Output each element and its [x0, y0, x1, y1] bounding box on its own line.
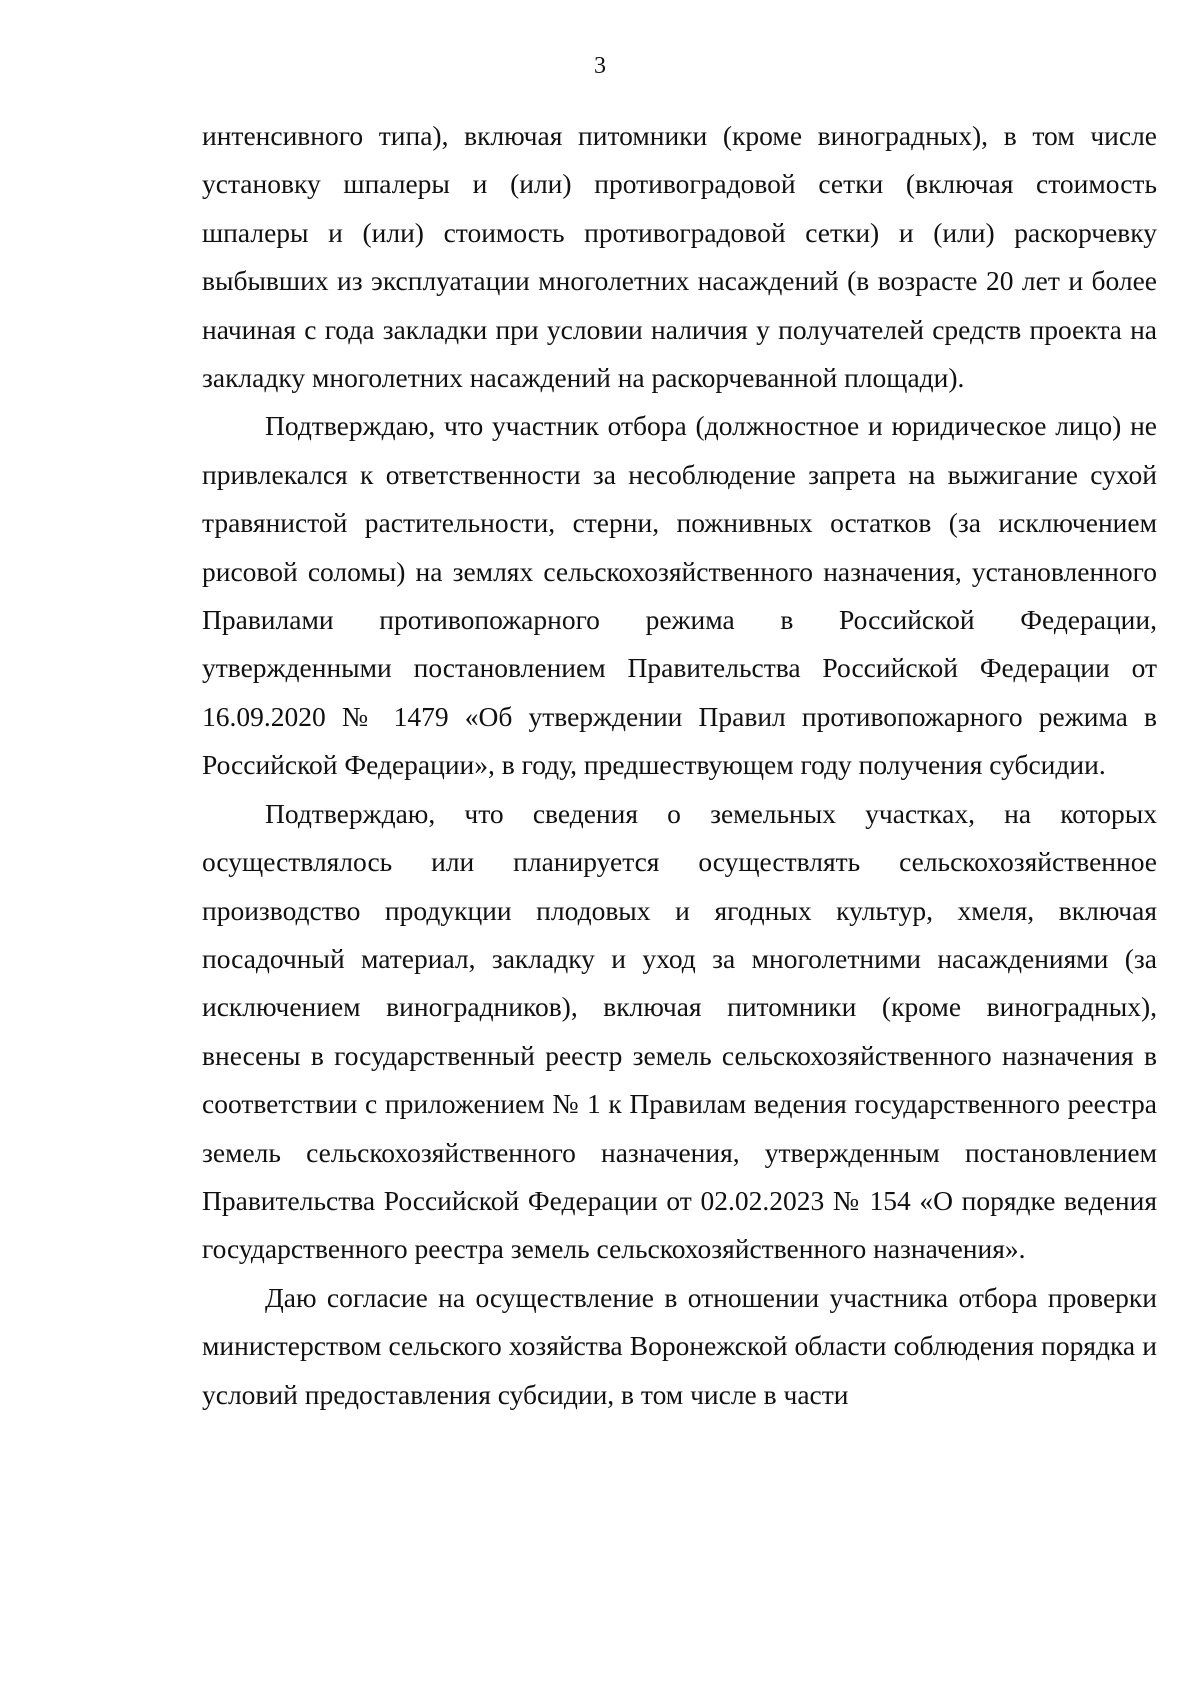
- paragraph-land-registry-confirmation: Подтверждаю, что сведения о земельных участках, на которых осуществлялось или планируется осуществлять сельскохозяйственное производство продукции плодовых и ягодных культур, хмеля, включая посадочный материал, закладку и уход за многолетними насаждениями (за исключением виноградников), включая питомники (кроме виноградных), внесены в государственный реестр земель сельскохозяйственного назначения в соответствии с приложением № 1 к Правилам ведения государственного реестра земель сельскохозяйственного назначения, утвержденным постановлением Правительства Российской Федерации от 02.02.2023 № 154 «О порядке ведения государственного реестра земель сельскохозяйственного назначения».: [202, 797, 1157, 1265]
- paragraph-continuation: интенсивного типа), включая питомники (кроме виноградных), в том числе установку шпалеры и (или) противоградовой сетки (включая стоимость шпалеры и (или) стоимость противоградовой сетки) и (или) раскорчевку выбывших из эксплуатации многолетних насаждений (в возрасте 20 лет и более начиная с года закладки при условии наличия у получателей средств проекта на закладку многолетних насаждений на раскорчеванной площади).: [202, 120, 1157, 394]
- document-body: [202, 112, 1157, 1419]
- paragraph-fire-regime-confirmation: Подтверждаю, что участник отбора (должностное и юридическое лицо) не привлекался к ответственности за несоблюдение запрета на выжигание сухой травянистой растительности, стерни, пожнивных остатков (за исключением рисовой соломы) на землях сельскохозяйственного назначения, установленного Правилами противопожарного режима в Российской Федерации, утвержденными постановлением Правительства Российской Федерации от 16.09.2020 № 1479 «Об утверждении Правил противопожарного режима в Российской Федерации», в году, предшествующем году получения субсидии.: [202, 410, 1157, 781]
- page-number: 3: [594, 53, 606, 79]
- paragraph-inspection-consent: Даю согласие на осуществление в отношении участника отбора проверки министерством сельского хозяйства Воронежской области соблюдения порядка и условий предоставления субсидии, в том числе в части: [202, 1281, 1157, 1410]
